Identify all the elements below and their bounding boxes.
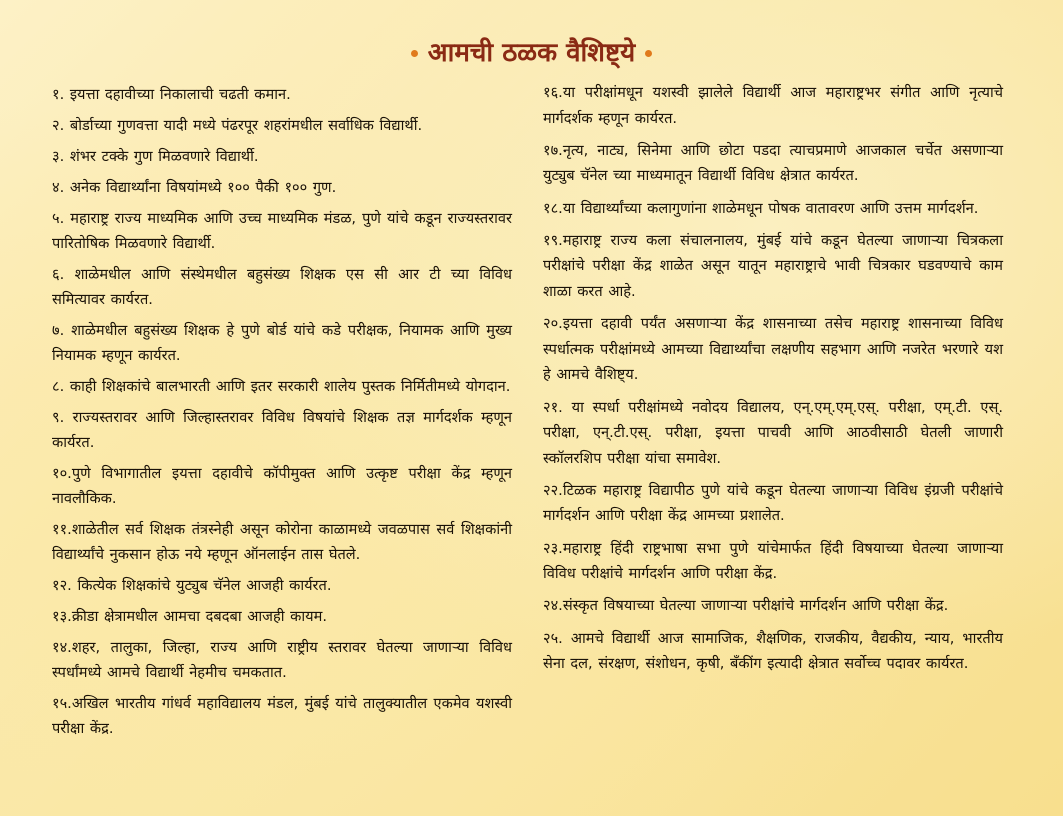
feature-item: २५. आमचे विद्यार्थी आज सामाजिक, शैक्षणिक, राजकीय, वैद्यकीय, न्याय, भारतीय सेना दल, संरक्षण, संशोधन, कृषी, बँकींग इत्यादी क्षेत्रात सर्वोच्च पदावर कार्यरत. [543,629,1003,673]
feature-item: १८.या विद्यार्थ्यांच्या कलागुणांना शाळेमधून पोषक वातावरण आणि उत्तम मार्गदर्शन. [543,199,979,217]
feature-item: ४. अनेक विद्यार्थ्यांना विषयांमध्ये १०० पैकी १०० गुण. [52,179,337,196]
feature-item: २१. या स्पर्धा परीक्षांमध्ये नवोदय विद्यालय, एन्.एम्.एम्.एस्. परीक्षा, एम्.टी. एस्. परीक्षा, एन्.टी.एस्. परीक्षा, इयत्ता पाचवी आणि आठवीसाठी घेतली जाणारी स्कॉलरशिप परीक्षा यांचा समावेश. [543,398,1003,467]
feature-item: १९.महाराष्ट्र राज्य कला संचालनालय, मुंबई यांचे कडून घेतल्या जाणाऱ्या चित्रकला परीक्षांचे परीक्षा केंद्र शाळेत असून यातून महाराष्ट्राचे भावी चित्रकार घडवण्याचे काम शाळा करत आहे. [543,231,1003,300]
feature-item: १७.नृत्य, नाट्य, सिनेमा आणि छोटा पडदा त्याचप्रमाणे आजकाल चर्चेत असणाऱ्या युट्युब चॅनेल च्या माध्यमातून विद्यार्थी विविध क्षेत्रात कार्यरत. [543,141,1003,185]
right-feature-column [543,80,1003,683]
feature-item: २०.इयत्ता दहावी पर्यंत असणाऱ्या केंद्र शासनाच्या तसेच महाराष्ट्र शासनाच्या विविध स्पर्धात्मक परीक्षांमध्ये आमच्या विद्यार्थ्यांचा लक्षणीय सहभाग आणि नजरेत भरणारे यश हे आमचे वैशिष्ट्य. [543,315,1003,384]
feature-item: ५. महाराष्ट्र राज्य माध्यमिक आणि उच्च माध्यमिक मंडळ, पुणे यांचे कडून राज्यस्तरावर पारितोषिक मिळवणारे विद्यार्थी. [52,210,512,252]
feature-item: १. इयत्ता दहावीच्या निकालाची चढती कमान. [52,86,291,103]
feature-item: २३.महाराष्ट्र हिंदी राष्ट्रभाषा सभा पुणे यांचेमार्फत हिंदी विषयाच्या घेतल्या जाणाऱ्या विविध परीक्षांचे मार्गदर्शन आणि परीक्षा केंद्र. [543,539,1003,583]
feature-item: २. बोर्डाच्या गुणवत्ता यादी मध्ये पंढरपूर शहरांमधील सर्वाधिक विद्यार्थी. [52,117,423,134]
feature-item: १०.पुणे विभागातील इयत्ता दहावीचे कॉपीमुक्त आणि उत्कृष्ट परीक्षा केंद्र म्हणून नावलौकिक. [52,465,512,507]
feature-item: ८. काही शिक्षकांचे बालभारती आणि इतर सरकारी शालेय पुस्तक निर्मितीमध्ये योगदान. [52,378,511,395]
title-area [0,34,1063,74]
bullet-dot-icon [645,50,652,57]
feature-item: ७. शाळेमधील बहुसंख्य शिक्षक हे पुणे बोर्ड यांचे कडे परीक्षक, नियामक आणि मुख्य नियामक म्हणून कार्यरत. [52,322,512,364]
feature-item: २२.टिळक महाराष्ट्र विद्यापीठ पुणे यांचे कडून घेतल्या जाणाऱ्या विविध इंग्रजी परीक्षांचे मार्गदर्शन आणि परीक्षा केंद्र आमच्या प्रशालेत. [543,481,1003,525]
feature-item: १२. कित्येक शिक्षकांचे युट्युब चॅनेल आजही कार्यरत. [52,577,332,594]
left-feature-column [52,82,512,747]
feature-item: ३. शंभर टक्के गुण मिळवणारे विद्यार्थी. [52,148,259,165]
feature-item: २४.संस्कृत विषयाच्या घेतल्या जाणाऱ्या परीक्षांचे मार्गदर्शन आणि परीक्षा केंद्र. [543,597,949,615]
page-title [411,34,652,72]
feature-item: ११.शाळेतील सर्व शिक्षक तंत्रस्नेही असून कोरोना काळामध्ये जवळपास सर्व शिक्षकांनी विद्यार्थ्यांचे नुकसान होऊ नये म्हणून ऑनलाईन तास घेतले. [52,521,512,563]
page-title-text: आमची ठळक वैशिष्ट्ये [427,38,636,68]
feature-item: १४.शहर, तालुका, जिल्हा, राज्य आणि राष्ट्रीय स्तरावर घेतल्या जाणाऱ्या विविध स्पर्धांमध्ये आमचे विद्यार्थी नेहमीच चमकतात. [52,639,512,681]
feature-item: १३.क्रीडा क्षेत्रामधील आमचा दबदबा आजही कायम. [52,608,327,625]
feature-item: ९. राज्यस्तरावर आणि जिल्हास्तरावर विविध विषयांचे शिक्षक तज्ञ मार्गदर्शक म्हणून कार्यरत. [52,409,512,451]
feature-item: ६. शाळेमधील आणि संस्थेमधील बहुसंख्य शिक्षक एस सी आर टी च्या विविध समित्यावर कार्यरत. [52,266,512,308]
bullet-dot-icon [411,50,418,57]
feature-item: १६.या परीक्षांमधून यशस्वी झालेले विद्यार्थी आज महाराष्ट्रभर संगीत आणि नृत्याचे मार्गदर्शक म्हणून कार्यरत. [543,84,1003,127]
feature-item: १५.अखिल भारतीय गांधर्व महाविद्यालय मंडल, मुंबई यांचे तालुक्यातील एकमेव यशस्वी परीक्षा केंद्र. [52,695,512,737]
